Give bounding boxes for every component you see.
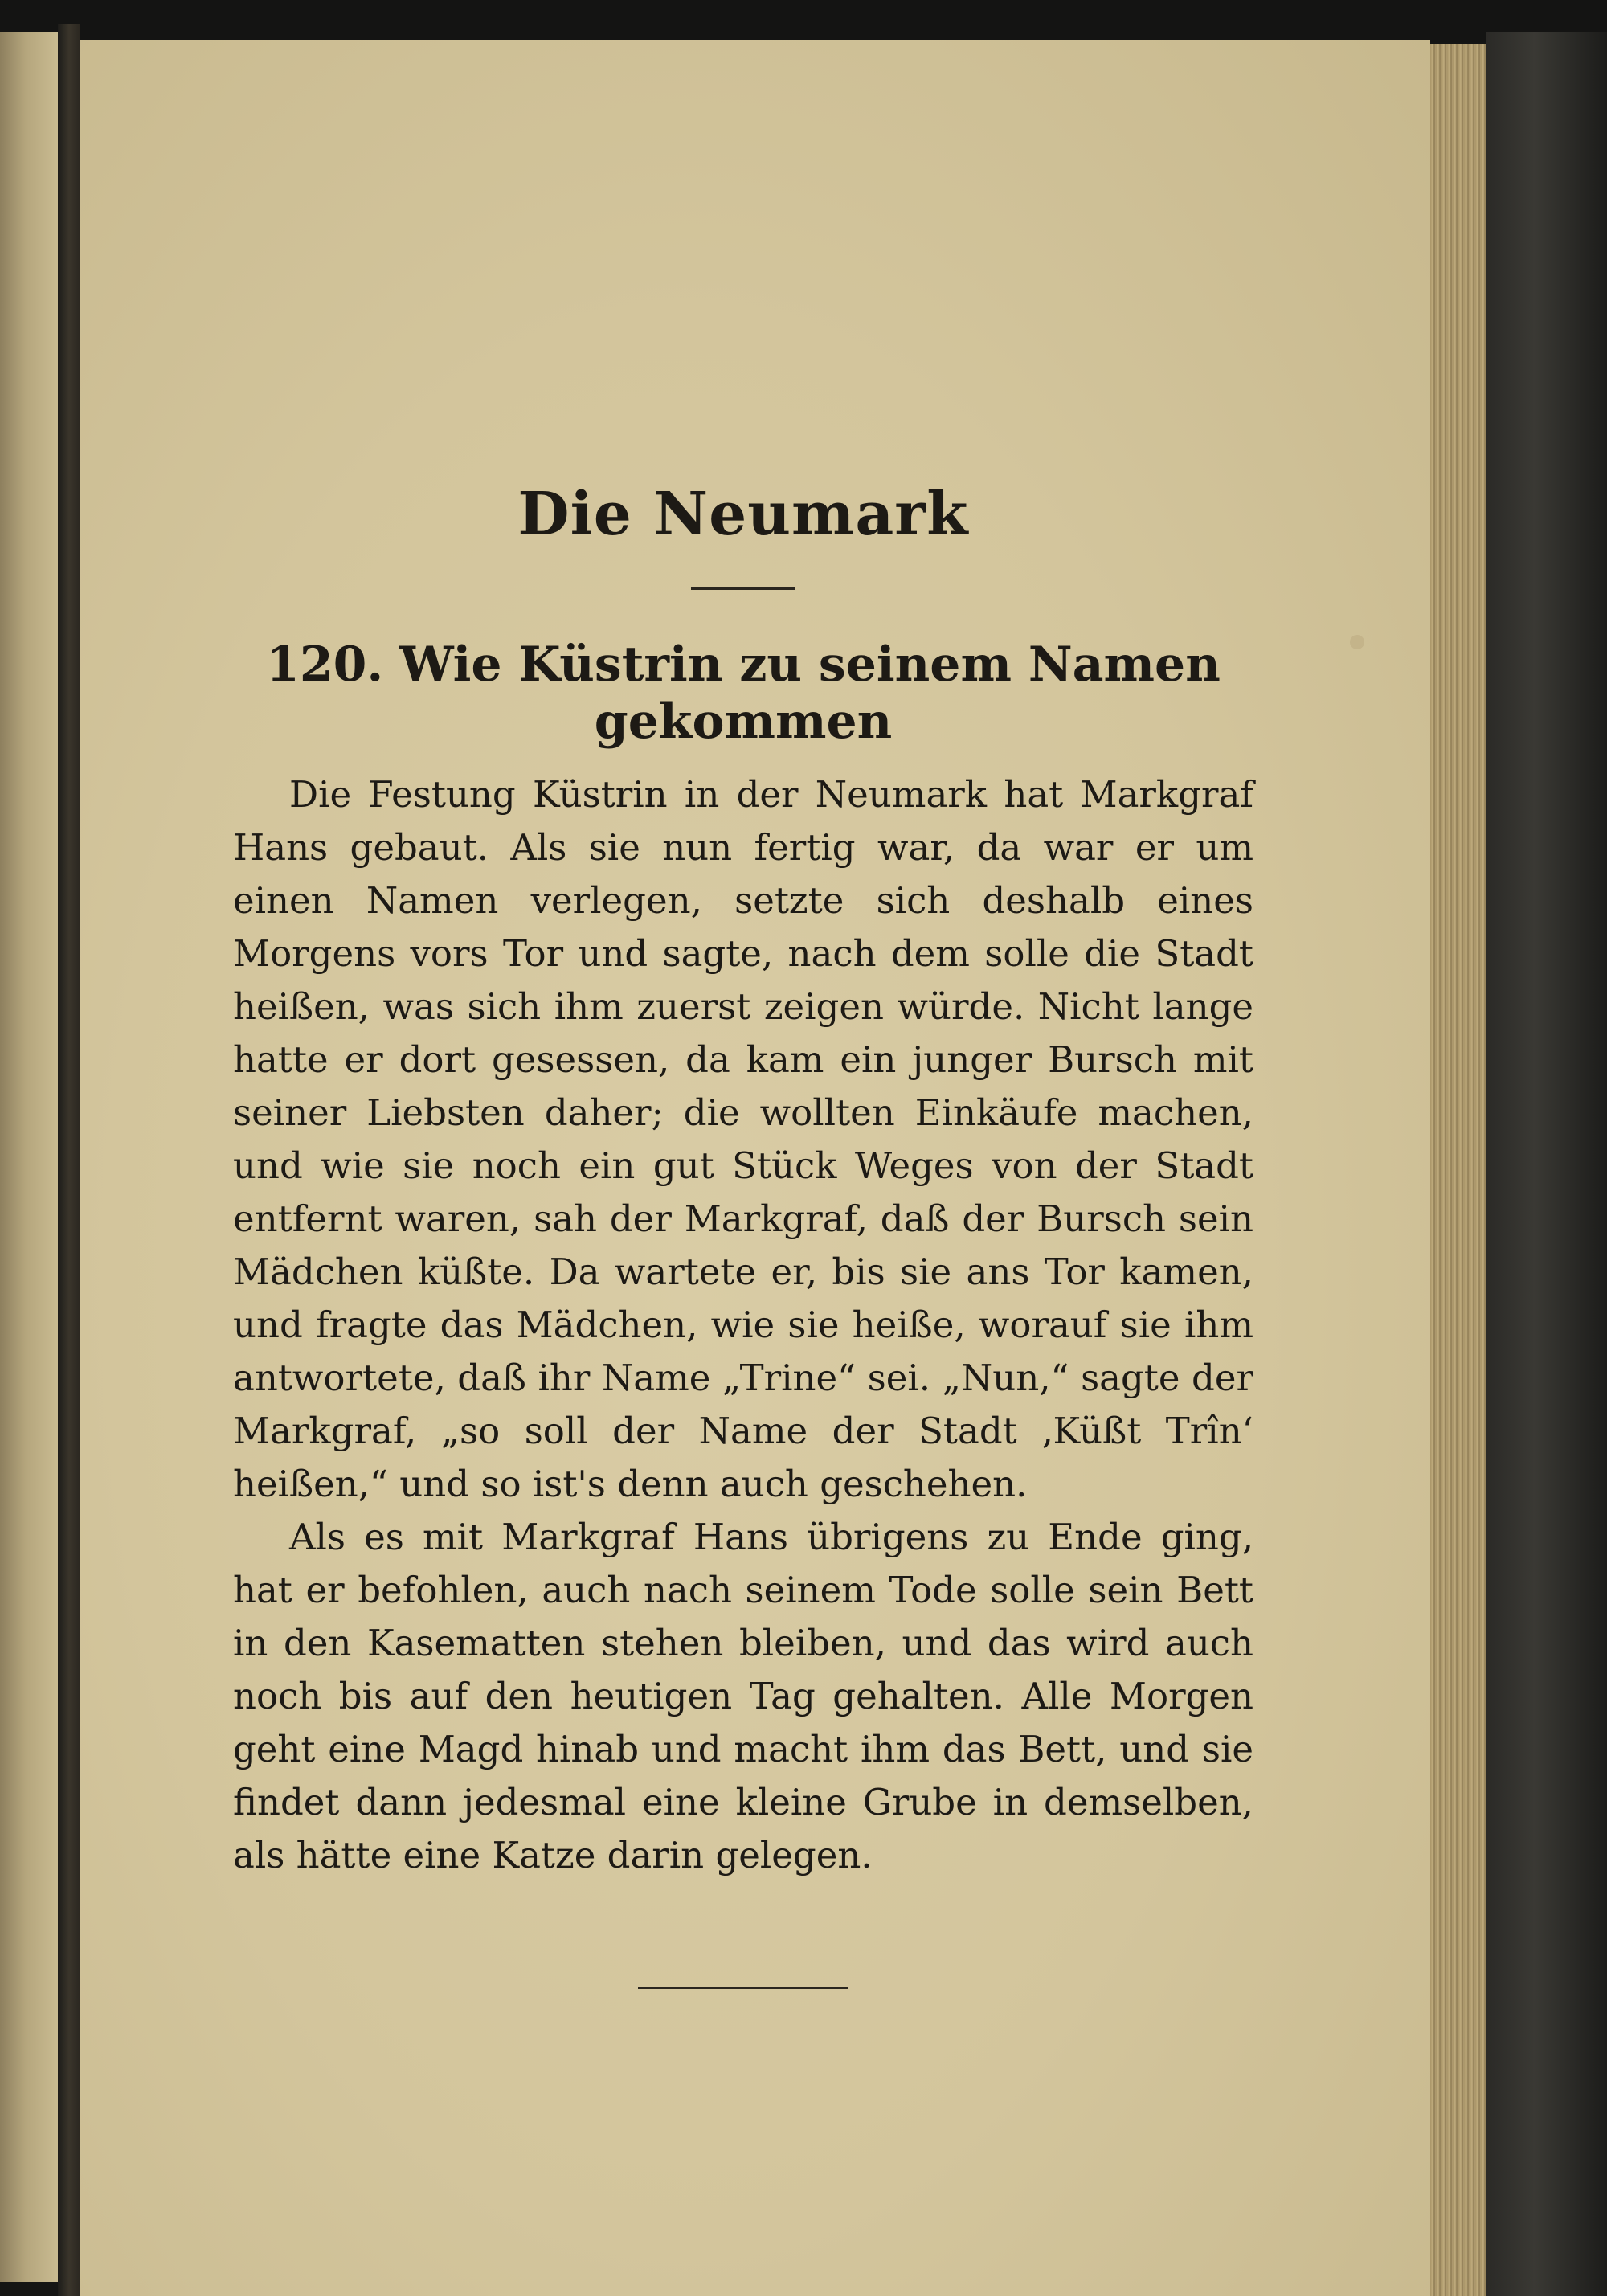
page-edge-stack (1430, 44, 1486, 2296)
paper-spot (1350, 635, 1364, 649)
book-cover (1486, 32, 1607, 2296)
title-divider (691, 587, 795, 590)
book-gutter (58, 24, 80, 2296)
scan-background-top (0, 0, 1607, 42)
chapter-heading (233, 636, 1253, 751)
paragraph: Die Festung Küstrin in der Neumark hat Markgraf Hans gebaut. Als sie nun fertig war, da war er um einen Namen verlegen, setzte sich deshalb eines Morgens vors Tor und sagte, nach dem solle die Stadt heißen, was sich ihm zuerst zeigen würde. Nicht lange hatte er dort gesessen, da kam ein junger Bursch mit seiner Liebsten daher; die wollten Einkäufe machen, und wie sie noch ein gut Stück Weges von der Stadt entfernt waren, sah der Markgraf, daß der Bursch sein Mädchen küßte. Da wartete er, bis sie ans Tor kamen, und fragte das Mädchen, wie sie heiße, worauf sie ihm antwortete, daß ihr Name „Trine“ sei. „Nun,“ sagte der Markgraf, „so soll der Name der Stadt ‚Küßt Trîn‘ heißen,“ und so ist's denn auch geschehen. (233, 772, 1253, 1505)
body-text (233, 768, 1253, 1882)
paragraph: Als es mit Markgraf Hans übrigens zu Ende ging, hat er befohlen, auch nach seinem Tode solle sein Bett in den Kasematten stehen bleiben, und das wird auch noch bis auf den heutigen Tag gehalten. Alle Morgen geht eine Magd hinab und macht ihm das Bett, und sie findet dann jedesmal eine kleine Grube in demselben, als hätte eine Katze darin gelegen. (233, 1515, 1253, 1876)
end-divider (638, 1987, 848, 1989)
chapter-title: Wie Küstrin zu seinem Namen gekommen (399, 636, 1221, 751)
chapter-number: 120. (266, 636, 384, 694)
page-content (233, 482, 1253, 1989)
previous-page-edge (0, 32, 58, 2282)
section-title: Die Neumark (517, 480, 969, 549)
